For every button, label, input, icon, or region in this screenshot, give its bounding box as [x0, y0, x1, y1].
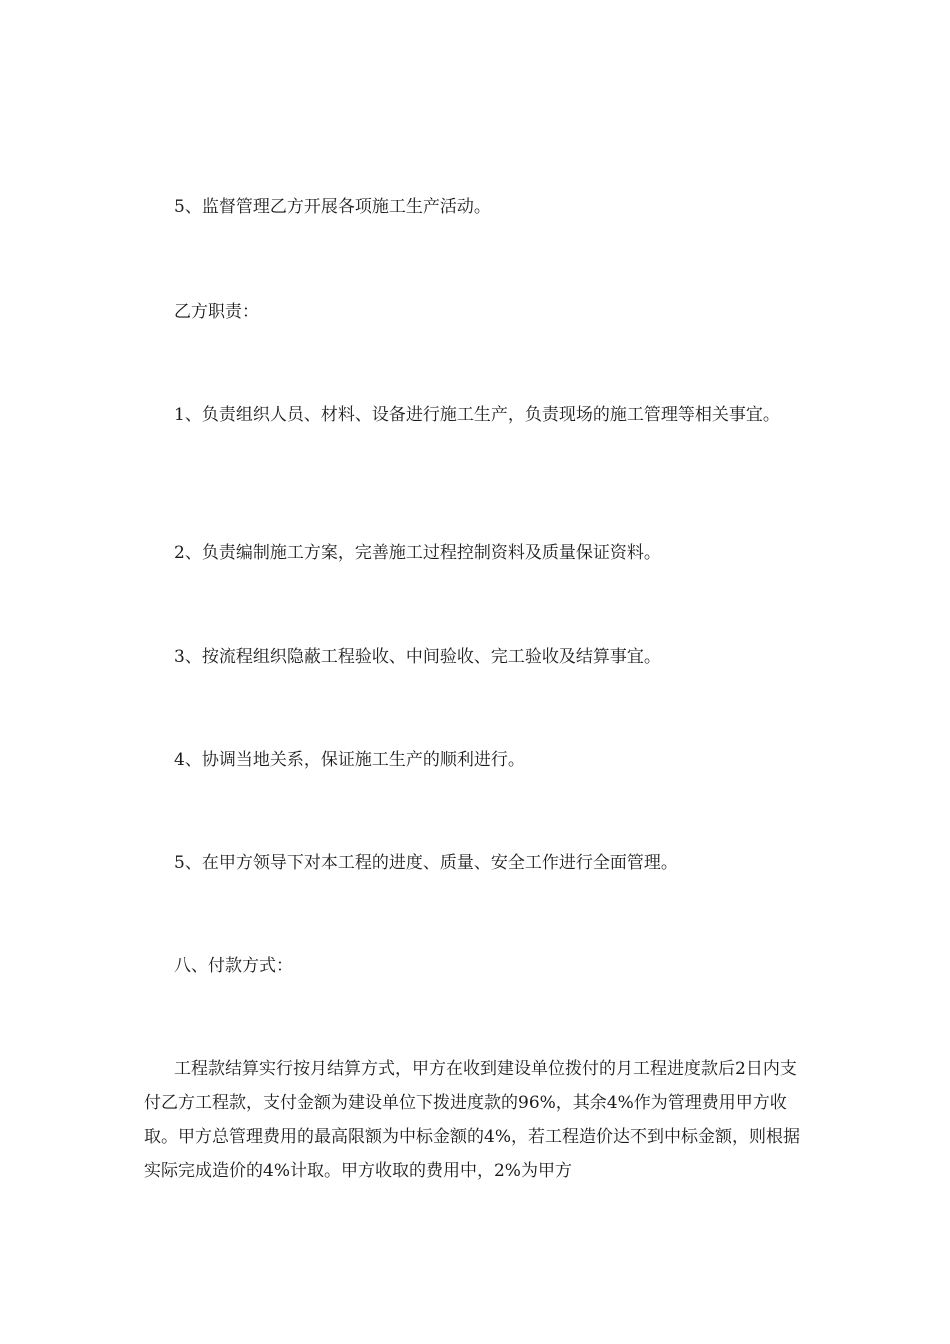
heading-party-b-duties: 乙方职责： [174, 302, 259, 322]
paragraph-payment-terms: 工程款结算实行按月结算方式，甲方在收到建设单位拨付的月工程进度款后2日内支付乙方工程款，支付金额为建设单位下拨进度款的96%，其余4%作为管理费用甲方收取。甲方总管理费用的最高限额为中标金额的4%，若工程造价达不到中标金额，则根据实际完成造价的4%计取。甲方收取的费用中，2%为甲方 [144, 1059, 800, 1181]
paragraph-supervise-activities: 5、监督管理乙方开展各项施工生产活动。 [174, 197, 491, 217]
paragraph-acceptance-process: 3、按流程组织隐蔽工程验收、中间验收、完工验收及结算事宜。 [174, 647, 661, 667]
paragraph-local-coordination: 4、协调当地关系，保证施工生产的顺利进行。 [174, 750, 525, 770]
paragraph-construction-plan: 2、负责编制施工方案，完善施工过程控制资料及质量保证资料。 [174, 543, 661, 563]
heading-payment-method: 八、付款方式： [174, 956, 293, 976]
paragraph-organize-personnel: 1、负责组织人员、材料、设备进行施工生产，负责现场的施工管理等相关事宜。 [174, 405, 780, 425]
paragraph-overall-management: 5、在甲方领导下对本工程的进度、质量、安全工作进行全面管理。 [174, 853, 678, 873]
